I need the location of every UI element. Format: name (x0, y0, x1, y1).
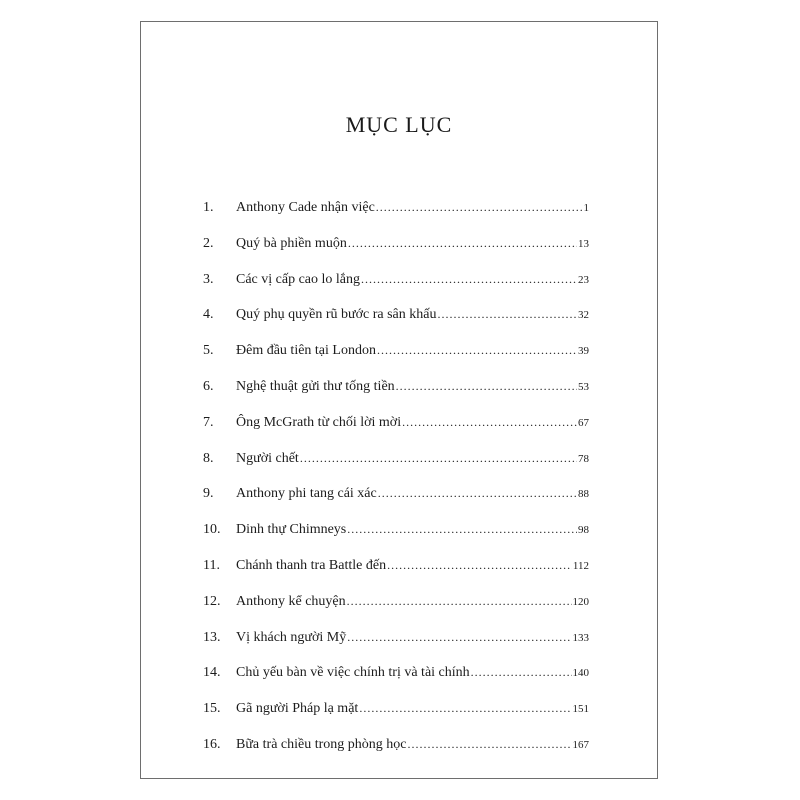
toc-entry-page: 78 (578, 452, 589, 465)
toc-dot-leader (437, 307, 577, 322)
toc-entry-title: Nghệ thuật gửi thư tống tiền (236, 378, 395, 394)
toc-entry-number: 10. (203, 522, 221, 538)
toc-entry-number: 5. (203, 343, 214, 359)
toc-entry-number: 8. (203, 450, 214, 466)
toc-entry (203, 451, 589, 487)
toc-title: MỤC LỤC (345, 112, 453, 137)
toc-entry-number: 11. (203, 557, 220, 573)
toc-entry-title: Gã người Pháp lạ mặt (236, 701, 359, 717)
toc-entry-page: 140 (572, 667, 589, 680)
toc-entry (203, 379, 589, 415)
toc-entry-title: Chủ yếu bàn về việc chính trị và tài chính (236, 665, 470, 681)
toc-entry-page: 112 (572, 559, 589, 572)
toc-entry-title: Anthony Cade nhận việc (236, 200, 375, 215)
toc-dot-leader (348, 236, 577, 251)
toc-dot-leader (471, 665, 572, 680)
toc-entry-number: 13. (203, 629, 221, 645)
toc-entry (203, 200, 589, 236)
toc-entry-page: 98 (578, 524, 589, 537)
toc-entry-page: 13 (578, 237, 589, 250)
toc-entry (203, 558, 589, 594)
toc-entry-title: Quý phụ quyền rũ bước ra sân khấu (236, 307, 437, 323)
toc-entry-number: 1. (203, 200, 214, 215)
toc-entry (203, 307, 589, 343)
toc-dot-leader (347, 630, 571, 645)
toc-entry-page: 53 (578, 380, 589, 393)
toc-entry-number: 4. (203, 307, 214, 323)
toc-entry-number: 16. (203, 736, 221, 752)
toc-dot-leader (408, 737, 572, 752)
toc-entry-page: 120 (572, 595, 589, 608)
toc-entry (203, 665, 589, 701)
toc-dot-leader (377, 343, 577, 358)
toc-entry (203, 630, 589, 666)
book-page (140, 21, 658, 779)
toc-entry (203, 522, 589, 558)
toc-entry (203, 236, 589, 272)
toc-entry-title: Bữa trà chiều trong phòng học (236, 736, 407, 752)
toc-entry-page: 39 (578, 345, 589, 358)
toc-entry-page: 133 (572, 631, 589, 644)
toc-entry-page: 1 (583, 202, 589, 214)
toc-entry-number: 14. (203, 665, 221, 681)
toc-entry-title: Dinh thự Chimneys (236, 522, 347, 538)
toc-entry-number: 3. (203, 271, 214, 287)
toc-entry-page: 151 (572, 703, 589, 716)
toc-dot-leader (376, 200, 583, 215)
toc-entry (203, 737, 589, 773)
toc-entry-title: Chánh thanh tra Battle đến (236, 557, 387, 573)
toc-entry (203, 343, 589, 379)
toc-list (203, 200, 589, 773)
toc-dot-leader (378, 486, 577, 501)
toc-entry-number: 15. (203, 701, 221, 717)
toc-dot-leader (361, 272, 577, 287)
toc-entry (203, 272, 589, 308)
toc-entry-number: 6. (203, 378, 214, 394)
toc-entry (203, 486, 589, 522)
toc-entry-title: Các vị cấp cao lo lắng (236, 271, 361, 287)
toc-entry-number: 9. (203, 486, 214, 502)
toc-entry-page: 167 (572, 738, 589, 751)
toc-entry-title: Người chết (236, 450, 299, 466)
toc-entry-title: Anthony kể chuyện (236, 593, 346, 609)
toc-entry-number: 7. (203, 414, 214, 430)
toc-dot-leader (359, 701, 571, 716)
toc-entry-title: Đêm đầu tiên tại London (236, 343, 376, 359)
toc-entry (203, 701, 589, 737)
toc-entry-title: Quý bà phiền muộn (236, 235, 347, 251)
toc-dot-leader (347, 594, 572, 609)
toc-entry-title: Vị khách người Mỹ (236, 629, 347, 645)
toc-dot-leader (387, 558, 572, 573)
toc-entry (203, 415, 589, 451)
toc-entry-page: 67 (578, 416, 589, 429)
toc-dot-leader (396, 379, 577, 394)
toc-entry-title: Anthony phi tang cái xác (236, 486, 377, 502)
toc-entry-page: 32 (578, 309, 589, 322)
toc-entry-page: 88 (578, 488, 589, 501)
toc-dot-leader (300, 451, 577, 466)
toc-entry-page: 23 (578, 273, 589, 286)
toc-entry-number: 2. (203, 235, 214, 251)
toc-dot-leader (347, 522, 577, 537)
toc-entry-number: 12. (203, 593, 221, 609)
toc-dot-leader (402, 415, 577, 430)
toc-entry (203, 594, 589, 630)
toc-entry-title: Ông McGrath từ chối lời mời (236, 414, 402, 430)
